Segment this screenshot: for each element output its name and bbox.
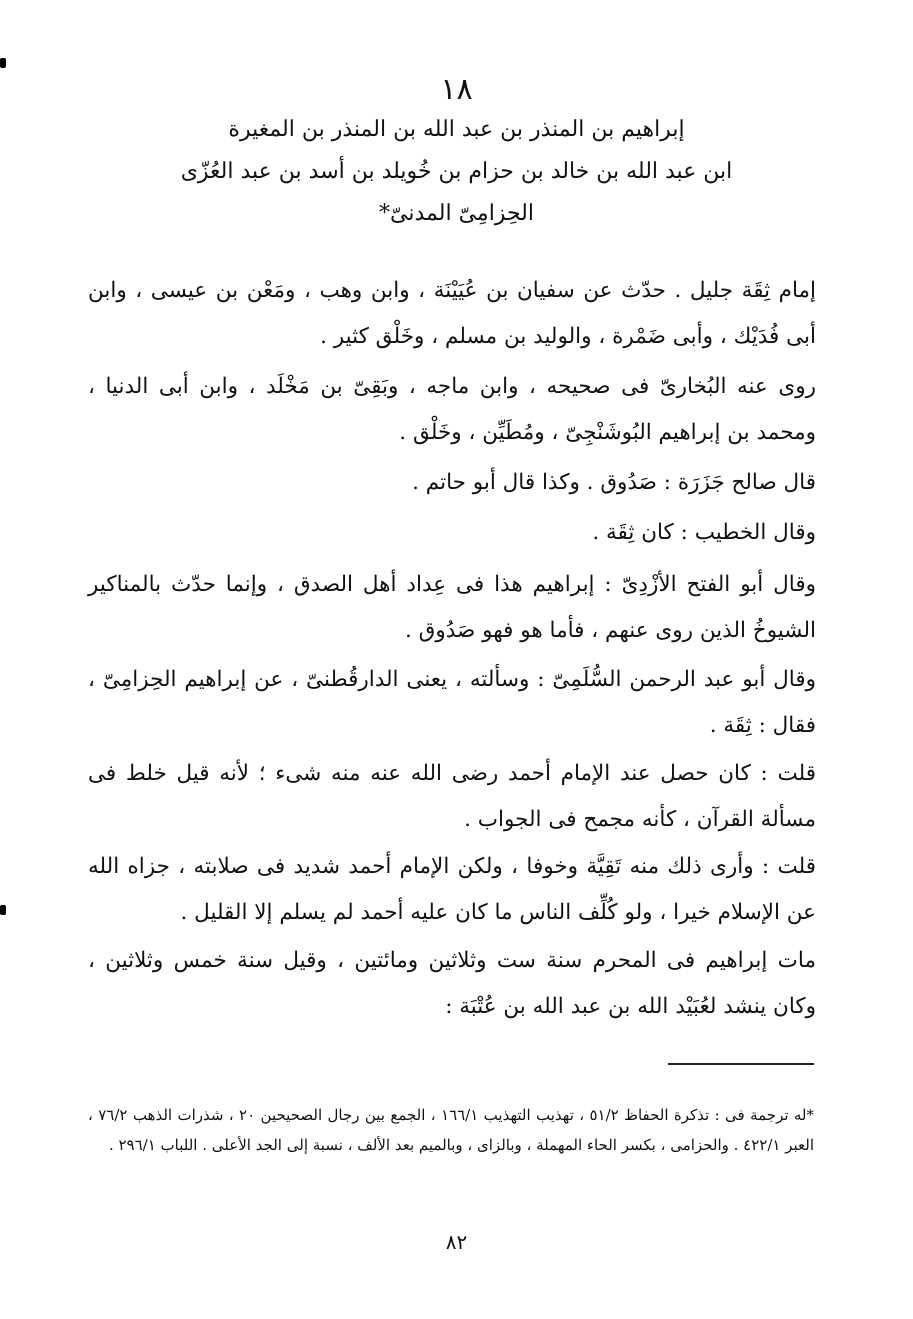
paragraph: روى عنه البُخارىّ فى صحيحه ، وابن ماجه ، وبَقِىّ بن مَخْلَد ، وابن أبى الدنيا ، ومحمد بن إبراهيم البُوشَنْجِىّ ، ومُطَيِّن ، وخَلْق . [88,374,816,445]
paragraph: إمام ثِقَة جليل . حدّث عن سفيان بن عُيَيْنَة ، وابن وهب ، ومَعْن بن عيسى ، وابن أبى فُدَيْك ، وأبى ضَمْرة ، والوليد بن مسلم ، وخَلْق كثير . [88,278,816,349]
paragraph: وقال أبو الفتح الأزْدِىّ : إبراهيم هذا فى عِداد أهل الصدق ، وإنما حدّث بالمناكير الشيوخُ الذين روى عنهم ، فأما هو فهو صَدُوق . [88,572,816,643]
entry-number: ١٨ [440,72,473,107]
paragraph: قال صالح جَزَرَة : صَدُوق . وكذا قال أبو حاتم . [412,470,816,495]
scan-mark-middle [0,905,6,915]
paragraph: مات إبراهيم فى المحرم سنة ست وثلاثين ومائتين ، وقيل سنة خمس وثلاثين ، وكان ينشد لعُبَيْد الله بن عبد الله بن عُتْبَة : [88,948,816,1019]
paragraph: وقال الخطيب : كان ثِقَة . [592,520,816,545]
paragraph: وقال أبو عبد الرحمن السُّلَمِىّ : وسألته ، يعنى الدارقُطنىّ ، عن إبراهيم الحِزامِىّ ، فقال : ثِقَة . [88,667,816,738]
scan-mark-top [0,58,6,68]
footnote: *له ترجمة فى : تذكرة الحفاظ ٥١/٢ ، تهذيب التهذيب ١٦٦/١ ، الجمع بين رجال الصحيحين ٢٠ ، شذرات الذهب ٧٦/٢ ، العبر ٤٢٢/١ . والحزامى ، بكسر الحاء المهملة ، وبالزاى ، وبالميم بعد الألف ، نسبة إلى الجد الأعلى . اللباب ٢٩٦/١ . [88,1106,815,1154]
paragraph: قلت : وأرى ذلك منه تَقِيَّة وخوفا ، ولكن الإمام أحمد شديد فى صلابته ، جزاه الله عن الإسلام خيرا ، ولو كُلِّف الناس ما كان عليه أحمد لم يسلم إلا القليل . [88,854,816,925]
page-number: ٨٢ [445,1230,468,1254]
title-line-3: الحِزامِىّ المدنىّ* [379,201,534,226]
title-line-1: إبراهيم بن المنذر بن عبد الله بن المنذر بن المغيرة [228,117,685,142]
title-line-2: ابن عبد الله بن خالد بن حزام بن خُويلد بن أسد بن عبد العُزّى [180,159,733,184]
footnote-divider [668,1063,814,1065]
paragraph: قلت : كان حصل عند الإمام أحمد رضى الله عنه منه شىء ؛ لأنه قيل خلط فى مسألة القرآن ، كأنه مجمح فى الجواب . [88,761,816,832]
